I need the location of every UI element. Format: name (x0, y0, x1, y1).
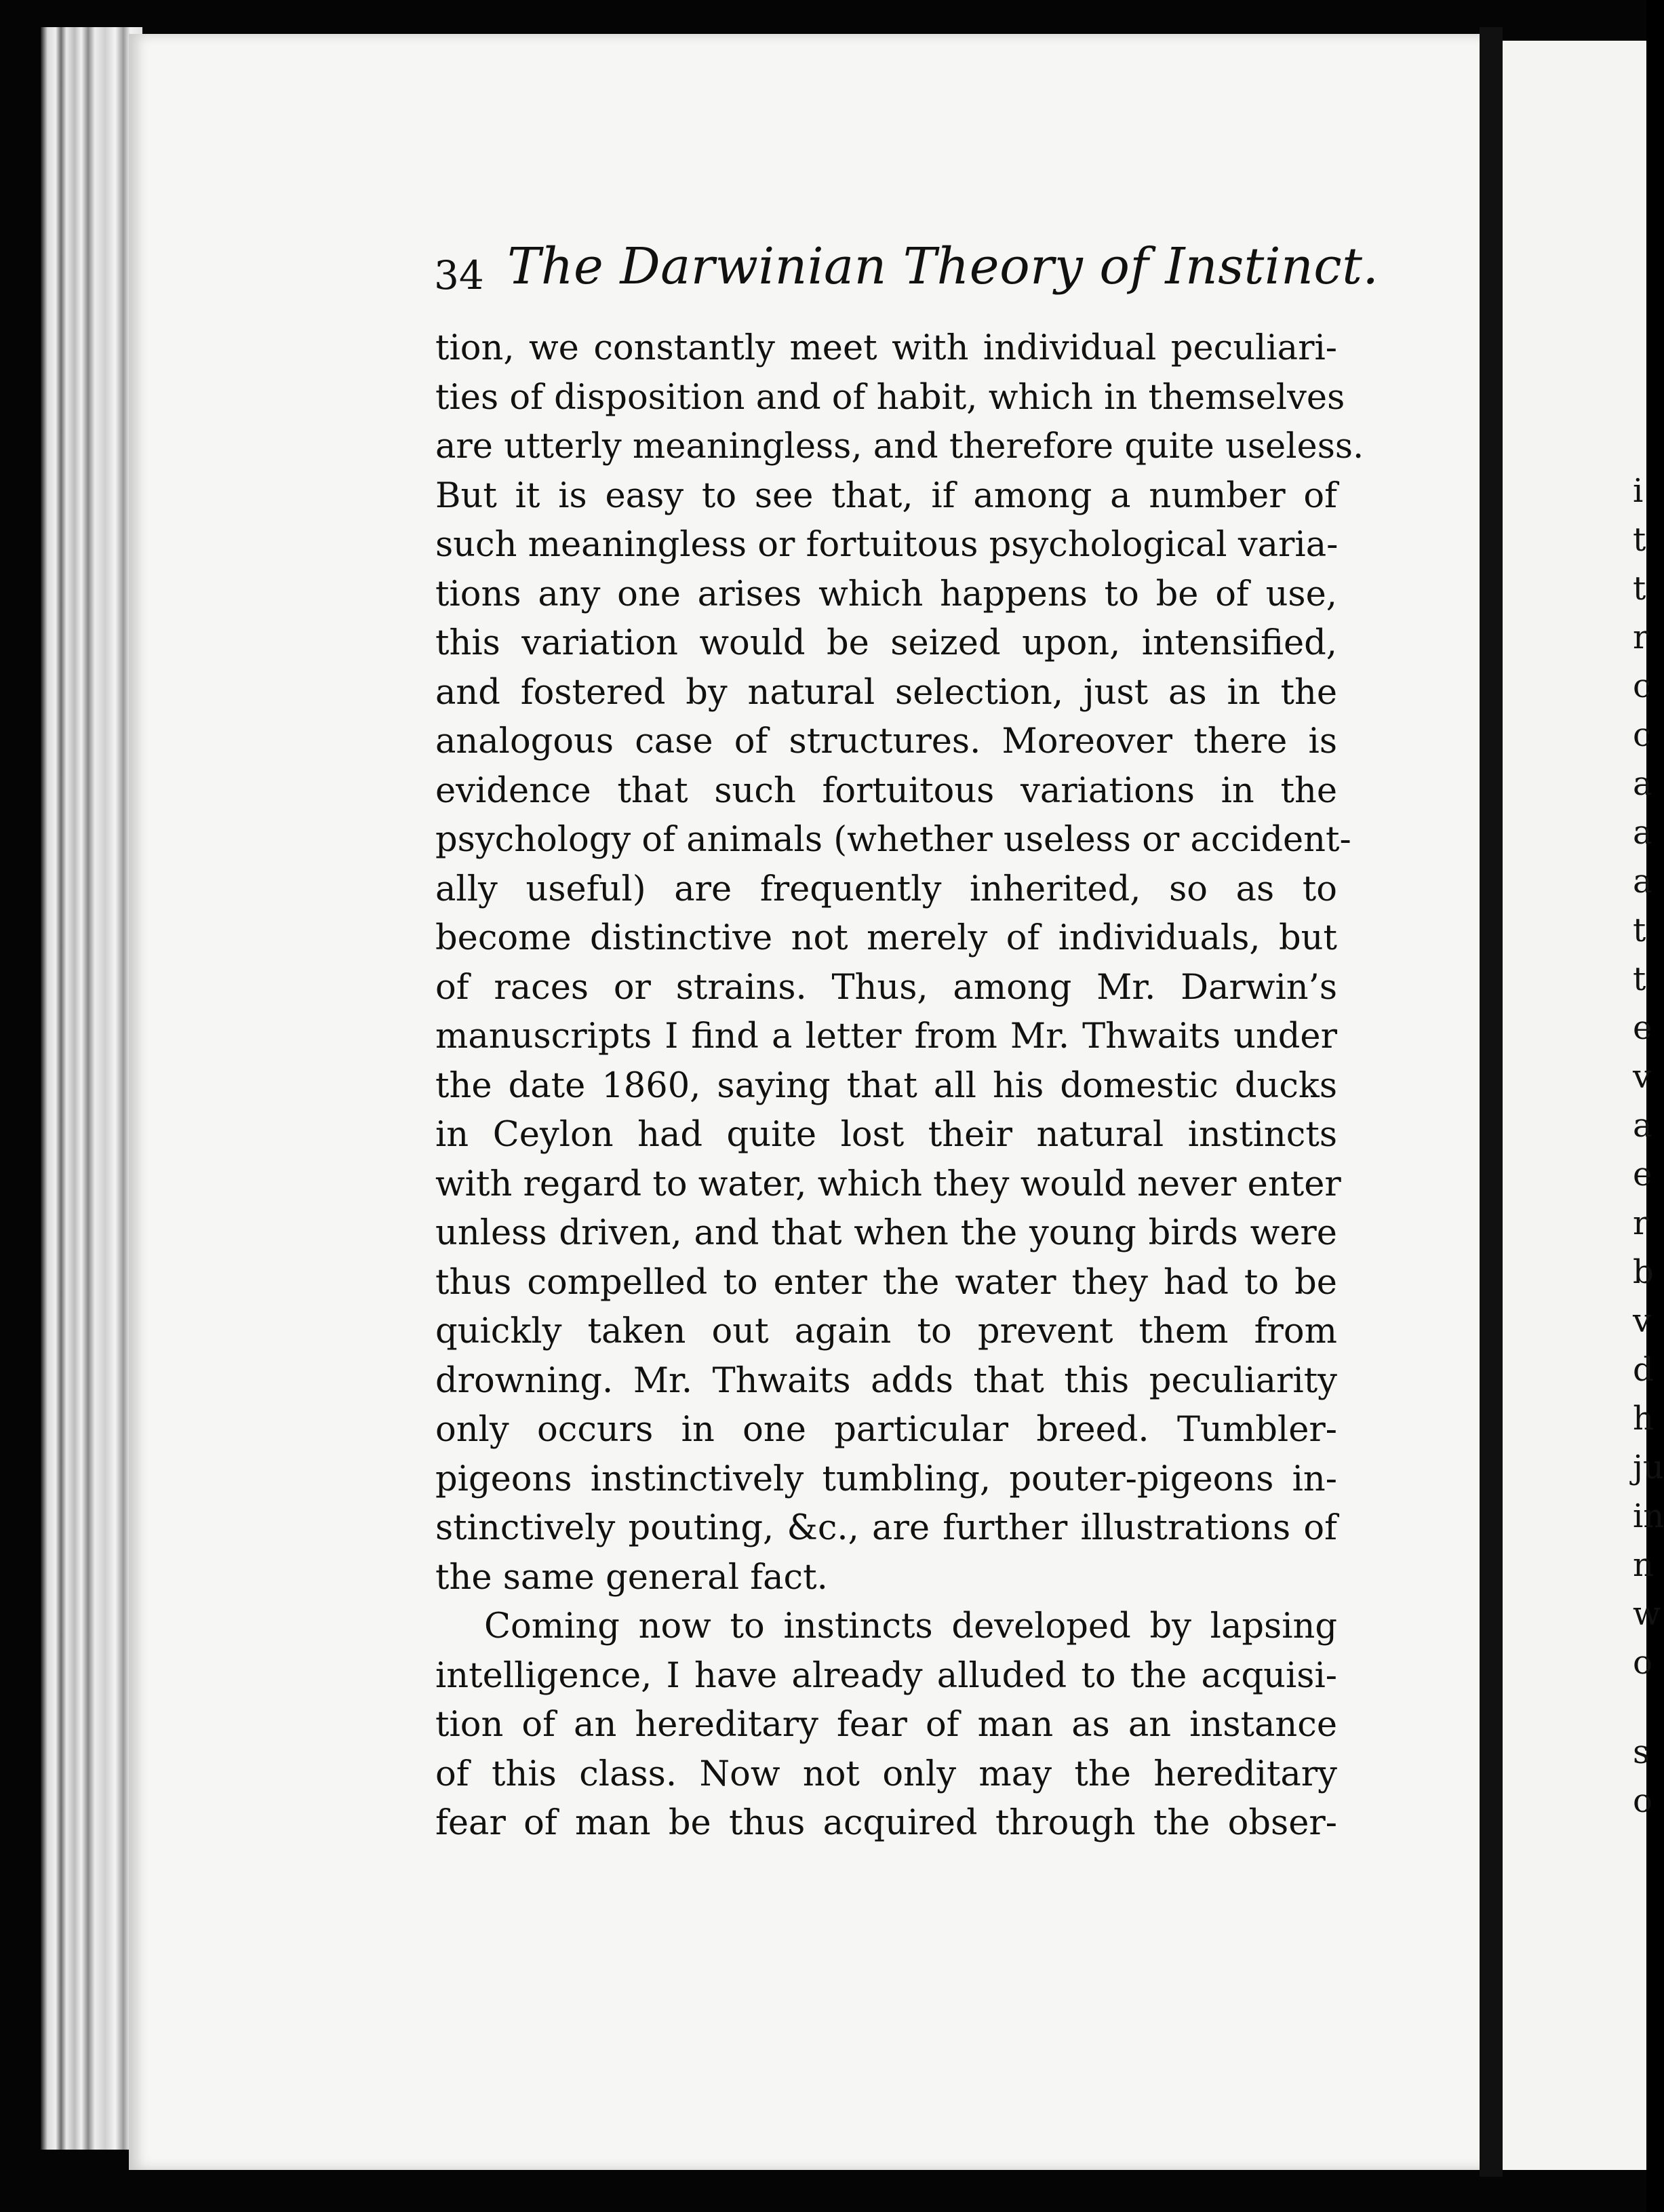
text-line: psychology of animals (whether useless or accident- (435, 820, 1351, 860)
facing-page-letter: a (1633, 863, 1652, 901)
text-line: ties of disposition and of habit, which in themselves (435, 377, 1345, 418)
facing-page-letter: b (1633, 1253, 1654, 1291)
text-line: quickly taken out again to prevent them from (435, 1311, 1337, 1351)
book-gutter (1480, 27, 1503, 2177)
text-line: are utterly meaningless, and therefore quite useless. (435, 427, 1364, 467)
text-line: only occurs in one particular breed. Tumbler- (435, 1410, 1337, 1450)
facing-page-letter: o (1633, 1644, 1652, 1682)
facing-page-letter: d (1633, 1351, 1654, 1389)
text-line: thus compelled to enter the water they had to be (435, 1262, 1337, 1303)
facing-page-letter: t (1633, 960, 1646, 998)
facing-page-letter: n (1633, 1546, 1654, 1584)
text-line: become distinctive not merely of individuals, but (435, 918, 1337, 958)
facing-page-letter: c (1633, 716, 1651, 754)
running-title: The Darwinian Theory of Instinct. (507, 237, 1379, 296)
facing-page-letter: a (1633, 814, 1652, 852)
facing-page-letter: t (1633, 521, 1646, 559)
body-text (435, 324, 1364, 1849)
text-line: and fostered by natural selection, just as in the (435, 672, 1337, 713)
text-line: drowning. Mr. Thwaits adds that this peculiarity (435, 1360, 1337, 1401)
text-line: manuscripts I find a letter from Mr. Thwaits under (435, 1016, 1337, 1056)
text-line: unless driven, and that when the young birds were (435, 1213, 1337, 1253)
facing-page-letter: i (1633, 472, 1644, 510)
text-line: fear of man be thus acquired through the obser- (435, 1803, 1337, 1843)
text-line: evidence that such fortuitous variations in the (435, 770, 1337, 811)
facing-page-letter: r (1633, 618, 1648, 656)
text-line: ally useful) are frequently inherited, so as to (435, 869, 1337, 909)
text-line: tion, we constantly meet with individual peculiari- (435, 328, 1337, 368)
facing-page-letter: o (1633, 1782, 1652, 1820)
text-line: of races or strains. Thus, among Mr. Darwin’s (435, 967, 1337, 1008)
facing-page-letter: e (1633, 1156, 1652, 1193)
facing-page-letter: t (1633, 911, 1646, 949)
text-line: stinctively pouting, &c., are further illustrations of (435, 1508, 1337, 1548)
facing-page-letter: a (1633, 1107, 1652, 1145)
text-line: tions any one arises which happens to be of use, (435, 574, 1337, 614)
facing-page-letter: s (1633, 1733, 1650, 1771)
text-line: the same general fact. (435, 1557, 828, 1598)
text-line: in Ceylon had quite lost their natural instincts (435, 1115, 1337, 1155)
text-line: But it is easy to see that, if among a number of (435, 475, 1337, 516)
text-line: such meaningless or fortuitous psychological varia- (435, 525, 1339, 565)
facing-page-letter: c (1633, 667, 1651, 705)
page-edges (41, 27, 142, 2150)
facing-page (1503, 41, 1646, 2170)
facing-page-letter: t (1633, 570, 1646, 608)
facing-page-letter: e (1633, 1009, 1652, 1047)
text-line: intelligence, I have already alluded to the acquisi- (435, 1655, 1337, 1696)
text-line: this variation would be seized upon, intensified, (435, 623, 1337, 663)
facing-page-letter: a (1633, 765, 1652, 803)
text-line: analogous case of structures. Moreover there is (435, 722, 1337, 762)
text-line: pigeons instinctively tumbling, pouter-pigeons in- (435, 1459, 1337, 1499)
page-number: 34 (434, 252, 484, 298)
text-line: the date 1860, saying that all his domestic ducks (435, 1065, 1337, 1106)
facing-page-letter: w (1633, 1595, 1661, 1633)
page-header (434, 237, 1379, 298)
facing-page-letter: v (1633, 1302, 1652, 1340)
facing-page-letter: in (1633, 1497, 1664, 1535)
facing-page-letter: ju (1633, 1448, 1664, 1486)
facing-page-letter: r (1633, 1204, 1648, 1242)
text-line: Coming now to instincts developed by lapsing (484, 1606, 1337, 1646)
facing-page-letter: v (1633, 1058, 1652, 1096)
facing-page-letter: h (1633, 1400, 1654, 1438)
text-line: of this class. Now not only may the hereditary (435, 1754, 1337, 1794)
text-line: tion of an hereditary fear of man as an instance (435, 1705, 1337, 1745)
text-line: with regard to water, which they would never enter (435, 1164, 1341, 1204)
